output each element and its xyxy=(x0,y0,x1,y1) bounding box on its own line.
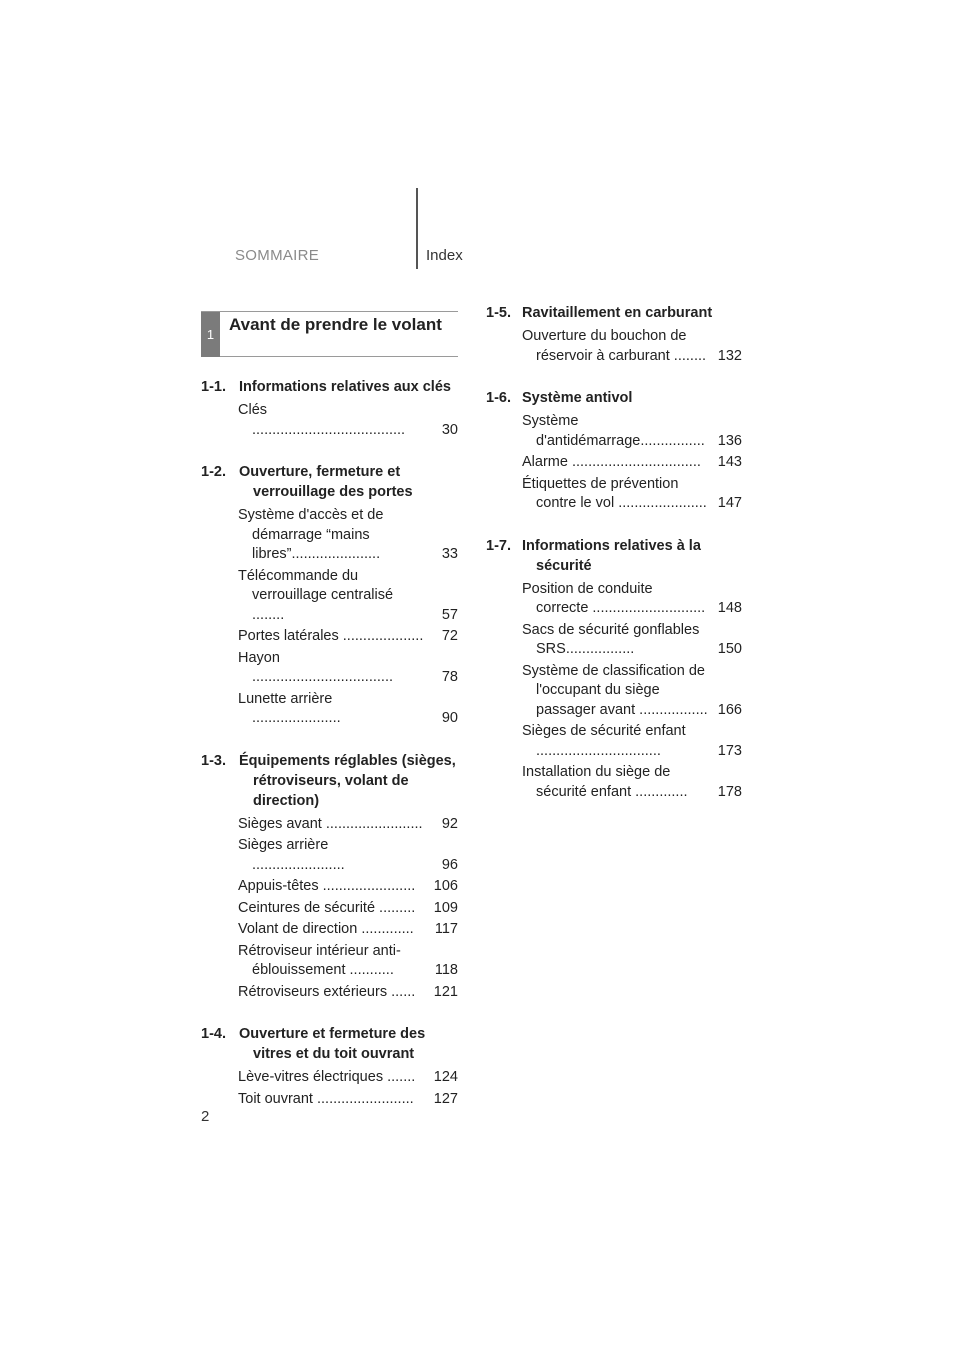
toc-entry-title: Alarme ................................ xyxy=(522,454,701,470)
toc-entry-title: Hayon ................................... xyxy=(238,649,393,685)
toc-entry-page: 96 xyxy=(441,856,458,873)
toc-entry[interactable] xyxy=(238,401,458,440)
chapter-title: Avant de prendre le volant xyxy=(229,315,442,334)
toc-section xyxy=(201,751,458,1003)
toc-entry-page: 136 xyxy=(717,432,742,449)
toc-entry-title: Rétroviseur intérieur anti-éblouissement ........... xyxy=(238,942,401,978)
toc-entry[interactable] xyxy=(238,815,458,835)
toc-entry-title: Système de classification de l'occupant du siège passager avant ................. xyxy=(522,662,708,718)
section-heading[interactable] xyxy=(201,1024,458,1064)
toc-entry-page: 90 xyxy=(441,710,458,726)
toc-entry-page: 30 xyxy=(441,421,458,438)
toc-right-column xyxy=(486,303,742,824)
toc-entry-page: 33 xyxy=(441,546,458,562)
toc-entry-title: Système d'accès et de démarrage “mains libres”...................... xyxy=(238,507,384,562)
toc-entry-page: 173 xyxy=(717,742,742,759)
toc-entry-title: Portes latérales .................... xyxy=(238,628,424,644)
toc-entry[interactable] xyxy=(238,1090,458,1110)
toc-entry-title: Position de conduite correcte ............................ xyxy=(522,580,706,616)
section-number: 1-3. xyxy=(201,752,226,769)
toc-entry-page: 57 xyxy=(441,606,458,623)
section-title: Informations relatives aux clés xyxy=(239,379,451,395)
toc-section xyxy=(201,462,458,729)
nav-divider xyxy=(416,188,418,269)
toc-entry-title: Ceintures de sécurité ......... xyxy=(238,899,416,916)
toc-section xyxy=(486,303,742,366)
section-heading[interactable] xyxy=(201,751,458,811)
toc-entry-title: Télécommande du verrouillage centralisé ........ xyxy=(238,567,394,623)
toc-entry-page: 148 xyxy=(717,600,742,616)
toc-entry[interactable] xyxy=(522,412,742,451)
toc-entry-page: 132 xyxy=(717,347,742,364)
toc-entry-title: Installation du siège de sécurité enfant ............. xyxy=(522,764,688,800)
toc-entry-page: 72 xyxy=(441,628,458,644)
toc-entry-title: Rétroviseurs extérieurs ...... xyxy=(238,983,416,1000)
toc-section xyxy=(201,377,458,440)
toc-entry[interactable] xyxy=(522,327,742,366)
toc-entry[interactable] xyxy=(238,983,458,1003)
section-number: 1-2. xyxy=(201,464,226,480)
toc-entry[interactable] xyxy=(238,877,458,897)
toc-entry[interactable] xyxy=(238,506,458,565)
toc-entry-title: Sacs de sécurité gonflables SRS................. xyxy=(522,621,700,657)
toc-entry-title: Clés ...................................... xyxy=(238,402,406,438)
toc-entry-title: Étiquettes de prévention contre le vol ...................... xyxy=(522,475,707,511)
index-link[interactable]: Index xyxy=(426,247,463,264)
toc-entry[interactable] xyxy=(238,1068,458,1088)
toc-left-column xyxy=(201,377,458,1131)
section-title: Ouverture, fermeture et verrouillage des portes xyxy=(239,464,413,500)
section-heading[interactable] xyxy=(201,377,458,397)
toc-entry[interactable] xyxy=(522,475,742,514)
chapter-header xyxy=(201,311,458,357)
section-title: Ravitaillement en carburant xyxy=(522,305,713,321)
toc-entry[interactable] xyxy=(238,627,458,647)
toc-entry-page: 166 xyxy=(717,701,742,718)
toc-entry[interactable] xyxy=(238,690,458,729)
section-heading[interactable] xyxy=(486,536,742,576)
toc-entry-page: 78 xyxy=(441,669,458,685)
toc-section xyxy=(486,536,742,803)
toc-entry[interactable] xyxy=(238,899,458,919)
toc-entry[interactable] xyxy=(522,580,742,619)
toc-entry-page: 178 xyxy=(717,783,742,800)
toc-entry-title: Toit ouvrant ........................ xyxy=(238,1090,414,1107)
section-number: 1-4. xyxy=(201,1026,226,1042)
section-title: Système antivol xyxy=(522,390,633,406)
toc-entry[interactable] xyxy=(522,722,742,761)
toc-section xyxy=(201,1024,458,1109)
toc-entry-title: Volant de direction ............. xyxy=(238,921,414,937)
section-number: 1-1. xyxy=(201,379,226,395)
toc-entry[interactable] xyxy=(238,920,458,940)
toc-entry-page: 124 xyxy=(433,1069,458,1085)
toc-entry-page: 117 xyxy=(434,921,458,937)
toc-entry-page: 118 xyxy=(434,962,458,978)
section-number: 1-6. xyxy=(486,390,511,406)
toc-entry-page: 121 xyxy=(433,983,458,1000)
toc-entry-page: 106 xyxy=(433,878,458,894)
section-heading[interactable] xyxy=(486,303,742,323)
toc-entry-page: 92 xyxy=(441,815,458,832)
toc-entry[interactable] xyxy=(238,649,458,688)
section-number: 1-5. xyxy=(486,305,511,321)
toc-section xyxy=(486,388,742,514)
sommaire-link[interactable]: SOMMAIRE xyxy=(235,247,320,264)
page-number: 2 xyxy=(201,1108,210,1125)
toc-entry[interactable] xyxy=(522,621,742,660)
toc-entry[interactable] xyxy=(522,662,742,721)
section-heading[interactable] xyxy=(486,388,742,408)
toc-entry-page: 147 xyxy=(717,495,742,511)
toc-entry-title: Lève-vitres électriques ....... xyxy=(238,1069,416,1085)
toc-entry-page: 150 xyxy=(717,641,742,657)
toc-entry[interactable] xyxy=(522,453,742,473)
toc-entry-title: Système d'antidémarrage................ xyxy=(522,413,705,449)
section-title: Équipements réglables (sièges, rétroviseurs, volant de direction) xyxy=(239,752,456,809)
toc-entry-title: Ouverture du bouchon de réservoir à carburant ........ xyxy=(522,328,707,364)
section-number: 1-7. xyxy=(486,537,511,554)
toc-entry-page: 127 xyxy=(433,1090,458,1107)
section-title: Ouverture et fermeture des vitres et du toit ouvrant xyxy=(239,1026,426,1062)
chapter-number-tab: 1 xyxy=(201,312,220,357)
toc-entry[interactable] xyxy=(238,567,458,626)
toc-entry-title: Sièges arrière ....................... xyxy=(238,837,345,873)
toc-entry-page: 109 xyxy=(433,899,458,916)
toc-entry[interactable] xyxy=(238,836,458,875)
section-heading[interactable] xyxy=(201,462,458,502)
toc-entry[interactable] xyxy=(238,942,458,981)
toc-entry-title: Lunette arrière ...................... xyxy=(238,690,341,726)
toc-entry-title: Sièges de sécurité enfant ............................... xyxy=(522,723,686,759)
toc-entry-title: Appuis-têtes ....................... xyxy=(238,878,416,894)
toc-entry[interactable] xyxy=(522,763,742,802)
toc-entry-title: Sièges avant ........................ xyxy=(238,815,423,832)
toc-entry-page: 143 xyxy=(717,454,742,470)
section-title: Informations relatives à la sécurité xyxy=(522,537,701,574)
